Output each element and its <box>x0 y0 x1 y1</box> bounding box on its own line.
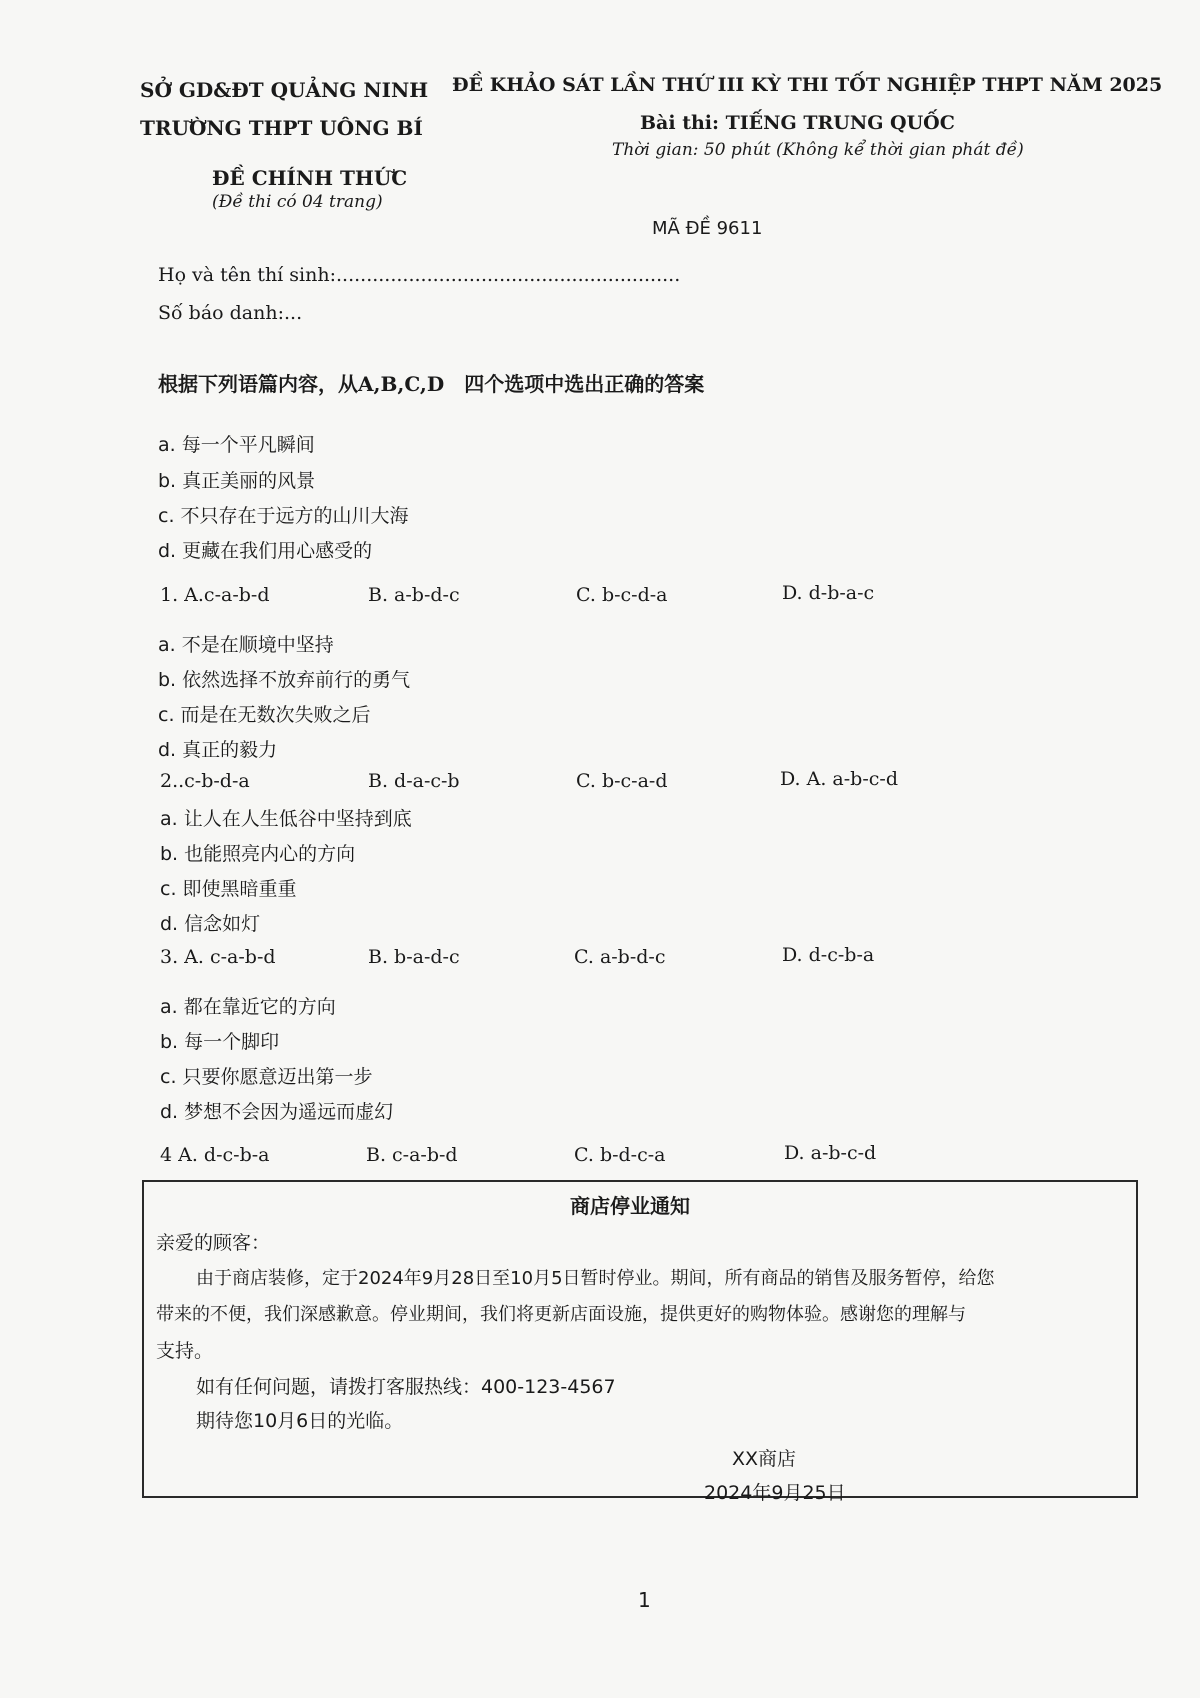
time-note: Thời gian: 50 phút (Không kể thời gian phát đề) <box>612 140 1024 160</box>
notice-para1-line1: 由于商店装修，定于2024年9月28日至10月5日暂时停业。期间，所有商品的销售及服务暂停，给您 <box>196 1268 995 1289</box>
q2-option-c[interactable]: C. b-c-a-d <box>576 770 668 792</box>
notice-greeting: 亲爱的顾客： <box>156 1232 271 1254</box>
notice-signature: XX商店 <box>732 1448 797 1470</box>
page-count-note: (Đề thi có 04 trang) <box>212 192 383 212</box>
q4-line-a: a. 都在靠近它的方向 <box>160 996 336 1018</box>
q3-option-d[interactable]: D. d-c-b-a <box>782 944 875 966</box>
q4-line-d: d. 梦想不会因为遥远而虚幻 <box>160 1101 394 1123</box>
q1-option-a[interactable]: 1. A.c-a-b-d <box>160 584 270 606</box>
q2-option-b[interactable]: B. d-a-c-b <box>368 770 460 792</box>
q2-line-a: a. 不是在顺境中坚持 <box>158 634 334 656</box>
candidate-id-field: Số báo danh:... <box>158 302 303 324</box>
q1-option-d[interactable]: D. d-b-a-c <box>782 582 875 604</box>
instruction: 根据下列语篇内容，从A,B,C,D 四个选项中选出正确的答案 <box>158 372 705 396</box>
q3-line-b: b. 也能照亮内心的方向 <box>160 843 356 865</box>
dept-name: SỞ GD&ĐT QUẢNG NINH <box>140 78 429 102</box>
q2-option-a[interactable]: 2..c-b-d-a <box>160 770 250 792</box>
exam-code: MÃ ĐỀ 9611 <box>652 218 763 239</box>
school-name: TRƯỜNG THPT UÔNG BÍ <box>140 116 423 140</box>
q2-line-d: d. 真正的毅力 <box>158 739 278 761</box>
q1-line-c: c. 不只存在于远方的山川大海 <box>158 505 409 527</box>
q3-line-d: d. 信念如灯 <box>160 913 261 935</box>
q4-line-b: b. 每一个脚印 <box>160 1031 280 1053</box>
q4-option-d[interactable]: D. a-b-c-d <box>784 1142 877 1164</box>
notice-para1-line2: 带来的不便，我们深感歉意。停业期间，我们将更新店面设施，提供更好的购物体验。感谢您的理解与 <box>156 1304 966 1325</box>
exam-title: ĐỀ KHẢO SÁT LẦN THỨ III KỲ THI TỐT NGHIỆP THPT NĂM 2025 <box>452 74 1163 96</box>
notice-hotline: 如有任何问题，请拨打客服热线：400-123-4567 <box>196 1376 616 1398</box>
q4-option-a[interactable]: 4 A. d-c-b-a <box>160 1144 270 1166</box>
q2-line-c: c. 而是在无数次失败之后 <box>158 704 371 726</box>
q2-option-d[interactable]: D. A. a-b-c-d <box>780 768 898 790</box>
q4-option-c[interactable]: C. b-d-c-a <box>574 1144 666 1166</box>
q3-option-b[interactable]: B. b-a-d-c <box>368 946 460 968</box>
q1-line-d: d. 更藏在我们用心感受的 <box>158 540 373 562</box>
notice-box <box>142 1180 1138 1498</box>
q3-line-c: c. 即使黑暗重重 <box>160 878 297 900</box>
q4-line-c: c. 只要你愿意迈出第一步 <box>160 1066 373 1088</box>
q2-line-b: b. 依然选择不放弃前行的勇气 <box>158 669 411 691</box>
official-label: ĐỀ CHÍNH THỨC <box>212 166 408 190</box>
q1-line-a: a. 每一个平凡瞬间 <box>158 434 315 456</box>
q1-line-b: b. 真正美丽的风景 <box>158 470 316 492</box>
notice-title: 商店停业通知 <box>570 1194 690 1218</box>
q4-option-b[interactable]: B. c-a-b-d <box>366 1144 458 1166</box>
q3-line-a: a. 让人在人生低谷中坚持到底 <box>160 808 412 830</box>
notice-para1-line3: 支持。 <box>156 1340 214 1362</box>
q3-option-c[interactable]: C. a-b-d-c <box>574 946 666 968</box>
subject-title: Bài thi: TIẾNG TRUNG QUỐC <box>640 112 955 134</box>
q3-option-a[interactable]: 3. A. c-a-b-d <box>160 946 276 968</box>
q1-option-c[interactable]: C. b-c-d-a <box>576 584 668 606</box>
notice-date: 2024年9月25日 <box>704 1482 846 1504</box>
notice-closing: 期待您10月6日的光临。 <box>196 1410 404 1432</box>
q1-option-b[interactable]: B. a-b-d-c <box>368 584 460 606</box>
page-number: 1 <box>638 1588 651 1612</box>
candidate-name-field: Họ và tên thí sinh:......................................................... <box>158 264 681 286</box>
